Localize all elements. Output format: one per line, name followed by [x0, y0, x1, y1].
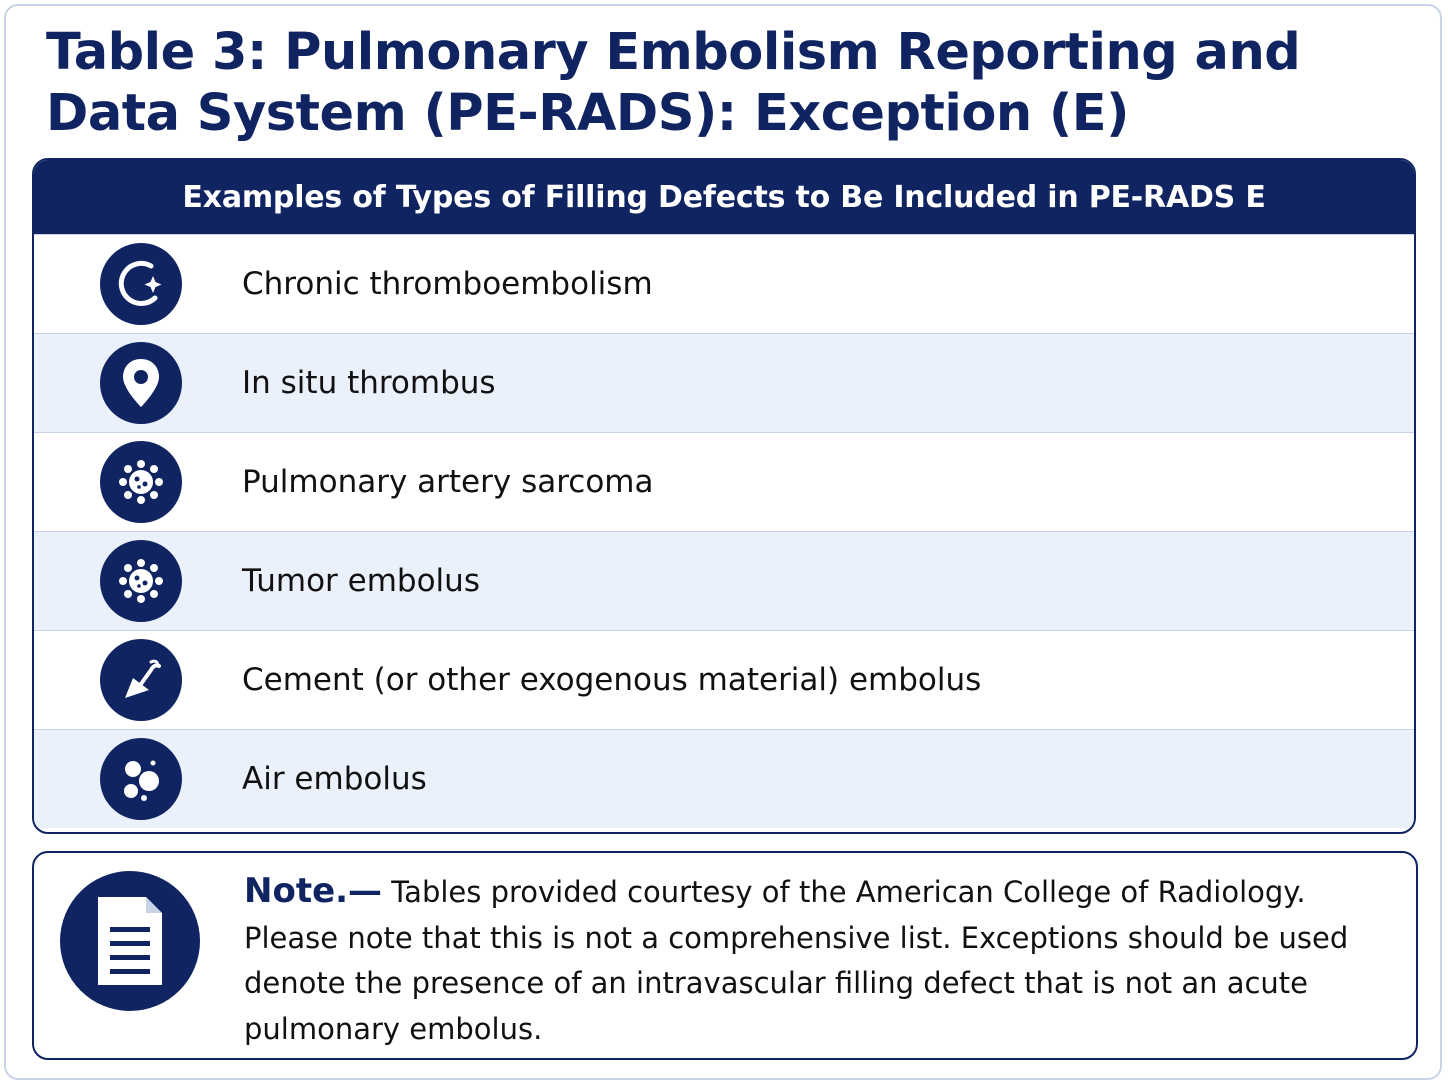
crescent-sparkle-icon [100, 243, 182, 325]
table-row [34, 432, 1414, 531]
note-box [32, 851, 1418, 1060]
table-row [34, 729, 1414, 828]
table-row [34, 531, 1414, 630]
table-row [34, 234, 1414, 333]
cell-cluster-icon [100, 441, 182, 523]
bubbles-icon [100, 738, 182, 820]
pe-rads-table [32, 158, 1416, 834]
location-pin-icon [100, 342, 182, 424]
row-label: In situ thrombus [242, 365, 496, 401]
row-label: Tumor embolus [242, 563, 480, 599]
document-icon [60, 871, 200, 1011]
note-body: Tables provided courtesy of the American College of Radiology. Please note that this is not a comprehensive list. Exceptions should be used denote the presence of an intravascular filling defect that is not an acute pulmonary embolus. [244, 875, 1349, 1046]
table-row [34, 333, 1414, 432]
page-title: Table 3: Pulmonary Embolism Reporting and Data System (PE-RADS): Exception (E) [46, 23, 1301, 143]
note-text [244, 869, 1384, 1052]
note-lead: Note.— [244, 871, 383, 911]
table-row [34, 630, 1414, 729]
row-label: Cement (or other exogenous material) embolus [242, 662, 982, 698]
row-label: Air embolus [242, 761, 427, 797]
trowel-icon [100, 639, 182, 721]
row-label: Chronic thromboembolism [242, 266, 653, 302]
table-header: Examples of Types of Filling Defects to Be Included in PE-RADS E [34, 160, 1414, 234]
cell-cluster-icon [100, 540, 182, 622]
row-label: Pulmonary artery sarcoma [242, 464, 654, 500]
